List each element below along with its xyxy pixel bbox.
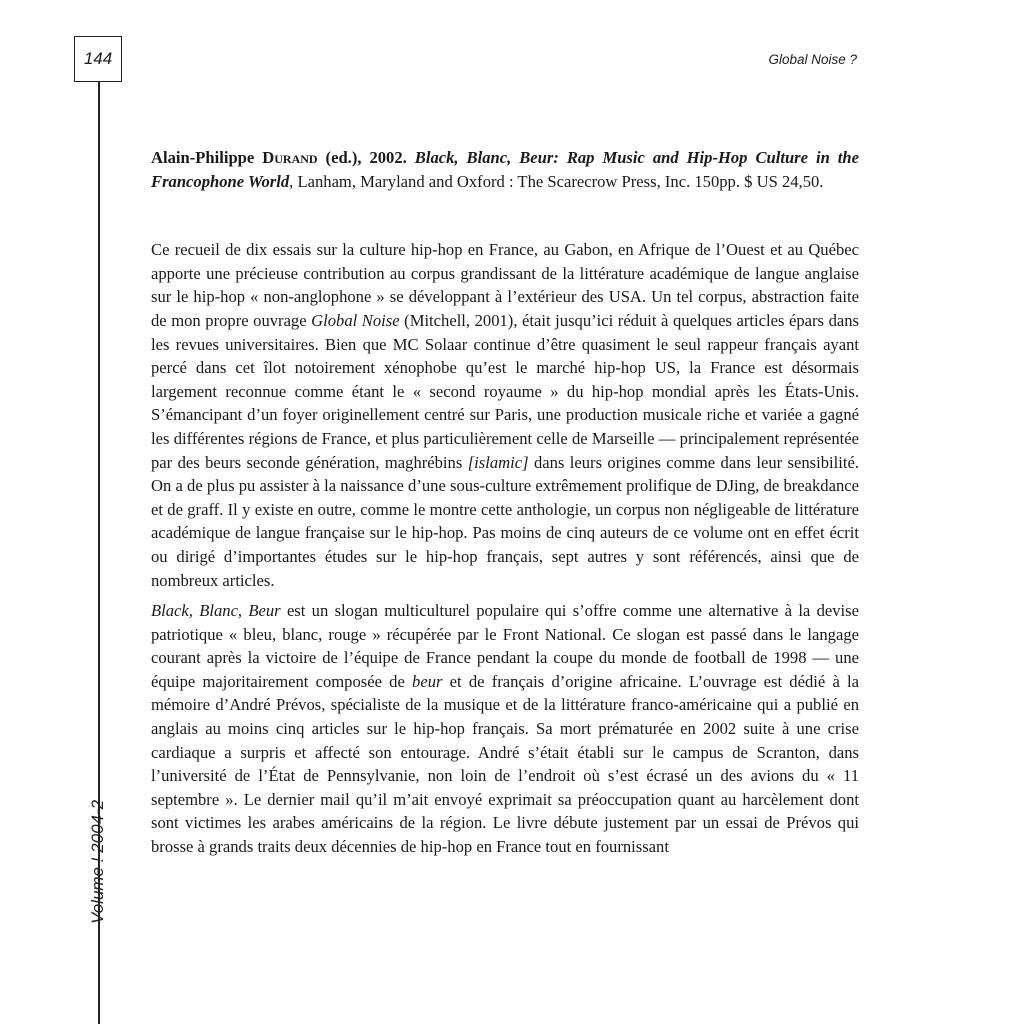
volume-label: Volume ! 2004-2 <box>88 799 107 924</box>
paragraph-1: Ce recueil de dix essais sur la culture hip-hop en France, au Gabon, en Afrique de l’Ouest et au Québec apporte une précieuse contribution au corpus grandissant de la littérature académique de langue anglaise sur le hip-hop « non-anglophone » se développant à l’extérieur des USA. Un tel corpus, abstraction faite de mon propre ouvrage Global Noise (Mitchell, 2001), était jusqu’ici réduit à quelques articles épars dans les revues universitaires. Bien que MC Solaar continue d’être quasiment le seul rappeur français ayant percé dans cet îlot notoirement xénophobe qu’est le marché hip-hop US, la France est désormais largement reconnue comme étant le « second royaume » du hip-hop mondial après les États-Unis. S’émancipant d’un foyer originellement centré sur Paris, une production musicale riche et variée a gagné les différentes régions de France, et plus particulièrement celle de Marseille — principalement représentée par des beurs seconde génération, maghrébins [islamic] dans leurs origines comme dans leur sensibilité. On a de plus pu assister à la naissance d’une sous-culture extrêmement prolifique de DJing, de breakdance et de graff. Il y existe en outre, comme le montre cette anthologie, un corpus non négligeable de littérature académique de langue française sur le hip-hop. Pas moins de cinq auteurs de ce volume ont en effet écrit ou dirigé d’importantes études sur le hip-hop français, sept autres y sont référencés, ainsi que de nombreux articles. <box>151 240 859 590</box>
publisher-info: , Lanham, Maryland and Oxford : The Scarecrow Press, Inc. 150pp. $ US 24,50. <box>289 171 824 191</box>
article-body <box>151 146 859 859</box>
paragraph-2: Black, Blanc, Beur est un slogan multiculturel populaire qui s’offre comme une alternative à la devise patriotique « bleu, blanc, rouge » récupérée par le Front National. Ce slogan est passé dans le langage courant après la victoire de l’équipe de France pendant la coupe du monde de football de 1998 — une équipe majoritairement composée de beur et de français d’origine africaine. L’ouvrage est dédié à la mémoire d’André Prévos, spécialiste de la musique et de la littérature franco-américaine qui a publié en anglais au moins cinq articles sur le hip-hop français. Sa mort prématurée en 2002 suite à une crise cardiaque a surpris et affecté son entourage. André s’était établi sur le campus de Scranton, dans l’université de l’État de Pennsylvanie, non loin de l’endroit où s’est écrasé un des avions du « 11 septembre ». Le dernier mail qu’il m’ait envoyé exprimait sa préoccupation quant au harcèlement dont sont victimes les arabes américains de la région. Le livre débute justement par un essai de Prévos qui brosse à grands traits deux décennies de hip-hop en France tout en fournissant <box>151 601 859 857</box>
reference-author: Alain-Philippe Durand (ed.), 2002. <box>151 148 415 167</box>
running-title: Global Noise ? <box>768 52 857 67</box>
book-reference <box>151 146 859 193</box>
page-number: 144 <box>74 36 122 82</box>
book-title: Black, Blanc, Beur: Rap Music and Hip-Hop Culture in the Francophone World <box>151 148 859 191</box>
author-surname: Durand <box>262 148 318 167</box>
